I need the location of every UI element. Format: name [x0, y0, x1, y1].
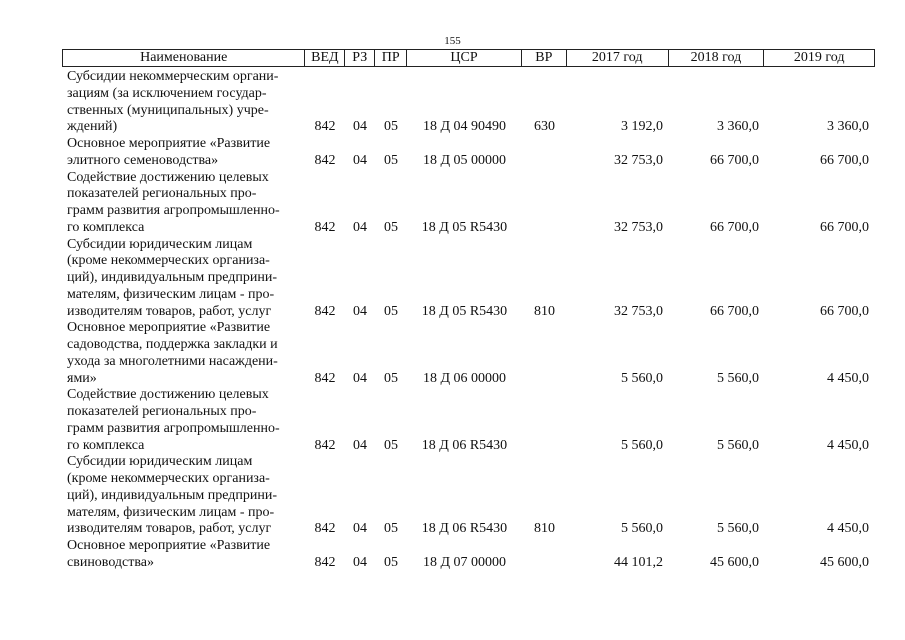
row-rz: 04 [353, 437, 367, 453]
row-rz: 04 [353, 152, 367, 168]
row-name-line: ухода за многолетними насаждени- [67, 353, 278, 369]
row-2019: 4 450,0 [827, 521, 869, 537]
row-name-line: показателей региональных про- [67, 404, 257, 419]
row-2019: 66 700,0 [820, 152, 869, 168]
row-name [62, 69, 305, 136]
row-pr: 05 [384, 554, 398, 570]
header-csr: ЦСР [407, 50, 522, 66]
row-name-line: мателям, физическим лицам - про- [67, 286, 275, 302]
row-2017: 32 753,0 [614, 303, 663, 319]
row-rz: 04 [353, 521, 367, 537]
row-2017: 32 753,0 [614, 219, 663, 235]
row-ved: 842 [314, 521, 336, 537]
row-name-line: зациям (за исключением государ- [67, 85, 267, 101]
row-name-line: элитного семеноводства» [67, 152, 219, 168]
row-vr: 810 [534, 521, 555, 537]
row-rz: 04 [353, 303, 367, 319]
row-name [62, 454, 305, 538]
row-name-line: показателей региональных про- [67, 186, 257, 202]
row-ved: 842 [314, 119, 336, 135]
row-2017: 5 560,0 [621, 370, 663, 386]
row-name-line: (кроме некоммерческих организа- [67, 471, 270, 486]
page-number: 155 [444, 35, 461, 47]
row-pr: 05 [384, 437, 398, 453]
table-row [62, 136, 875, 170]
row-name-line: мателям, физическим лицам - про- [67, 504, 275, 520]
row-pr: 05 [384, 152, 398, 168]
row-csr: 18 Д 06 R5430 [421, 437, 508, 453]
row-name-line: Основное мероприятие «Развитие [67, 538, 271, 553]
row-name-line: Содействие достижению целевых [67, 169, 269, 185]
row-csr: 18 Д 07 00000 [422, 554, 507, 570]
row-ved: 842 [314, 437, 336, 453]
row-pr: 05 [384, 219, 398, 235]
row-name [62, 320, 305, 387]
row-csr: 18 Д 05 00000 [422, 152, 507, 168]
row-2019: 3 360,0 [827, 119, 869, 135]
header-2018: 2018 год [669, 50, 765, 66]
row-name [62, 387, 305, 454]
header-ved: ВЕД [305, 50, 345, 66]
row-2018: 5 560,0 [717, 521, 759, 537]
table-row [62, 454, 875, 538]
row-name [62, 136, 305, 170]
row-csr: 18 Д 04 90490 [422, 119, 507, 135]
row-vr: 630 [534, 119, 555, 135]
row-name [62, 538, 305, 572]
row-rz: 04 [353, 554, 367, 570]
row-name-line: Субсидии юридическим лицам [67, 454, 253, 470]
row-name-line: Основное мероприятие «Развитие [67, 136, 271, 151]
row-name-line: ций), индивидуальным предприни- [67, 487, 278, 503]
row-name-line: (кроме некоммерческих организа- [67, 253, 270, 269]
row-2017: 44 101,2 [614, 554, 663, 570]
row-name-line: го комплекса [67, 219, 145, 235]
row-2018: 66 700,0 [710, 303, 759, 319]
table-row [62, 538, 875, 572]
row-rz: 04 [353, 219, 367, 235]
header-2019: 2019 год [793, 50, 845, 65]
row-csr: 18 Д 05 R5430 [421, 219, 508, 235]
row-name-line: Содействие достижению целевых [67, 387, 269, 403]
row-ved: 842 [314, 152, 336, 168]
row-name-line: изводителям товаров, работ, услуг [67, 303, 272, 319]
row-2018: 5 560,0 [717, 370, 759, 386]
row-name-line: Субсидии некоммерческим органи- [67, 69, 279, 84]
row-2018: 66 700,0 [710, 152, 759, 168]
row-name [62, 170, 305, 237]
row-csr: 18 Д 06 R5430 [421, 521, 508, 537]
header-pr: ПР [375, 50, 407, 66]
header-vr: ВР [522, 50, 567, 66]
row-pr: 05 [384, 119, 398, 135]
row-name-line: ями» [67, 370, 97, 386]
row-ved: 842 [314, 303, 336, 319]
row-pr: 05 [384, 303, 398, 319]
row-ved: 842 [314, 370, 336, 386]
row-ved: 842 [314, 219, 336, 235]
row-2018: 3 360,0 [717, 119, 759, 135]
table-row [62, 69, 875, 136]
row-2018: 5 560,0 [717, 437, 759, 453]
row-2018: 45 600,0 [710, 554, 759, 570]
row-2019: 4 450,0 [827, 437, 869, 453]
row-ved: 842 [314, 554, 336, 570]
table-row [62, 170, 875, 237]
table-row [62, 237, 875, 321]
row-csr: 18 Д 06 00000 [422, 370, 507, 386]
row-name-line: свиноводства» [67, 554, 155, 570]
row-name-line: садоводства, поддержка закладки и [67, 337, 278, 352]
row-name-line: ций), индивидуальным предприни- [67, 270, 278, 285]
header-2017: 2017 год [567, 50, 669, 66]
table-row [62, 387, 875, 454]
row-name-line: Субсидии юридическим лицам [67, 236, 253, 252]
row-pr: 05 [384, 370, 398, 386]
row-name-line: грамм развития агропромышленно- [67, 203, 280, 218]
table-body [62, 69, 875, 572]
header-name: Наименование [63, 50, 305, 66]
row-2019: 66 700,0 [820, 219, 869, 235]
row-rz: 04 [353, 119, 367, 135]
row-name-line: грамм развития агропромышленно- [67, 420, 280, 436]
row-2019: 4 450,0 [827, 370, 869, 386]
row-2019: 45 600,0 [820, 554, 869, 570]
table-row [62, 320, 875, 387]
row-name-line: ждений) [67, 119, 118, 135]
row-2017: 5 560,0 [621, 521, 663, 537]
header-rz: РЗ [345, 50, 375, 66]
row-2019: 66 700,0 [820, 303, 869, 319]
row-2017: 5 560,0 [621, 437, 663, 453]
row-name-line: Основное мероприятие «Развитие [67, 320, 271, 336]
row-name-line: изводителям товаров, работ, услуг [67, 521, 272, 537]
row-2017: 32 753,0 [614, 152, 663, 168]
row-name-line: ственных (муниципальных) учре- [67, 102, 269, 118]
row-pr: 05 [384, 521, 398, 537]
row-2017: 3 192,0 [621, 119, 663, 135]
row-name [62, 237, 305, 321]
row-csr: 18 Д 05 R5430 [421, 303, 508, 319]
table-header [62, 49, 875, 67]
row-name-line: го комплекса [67, 437, 145, 453]
row-2018: 66 700,0 [710, 219, 759, 235]
row-rz: 04 [353, 370, 367, 386]
row-vr: 810 [534, 303, 555, 319]
